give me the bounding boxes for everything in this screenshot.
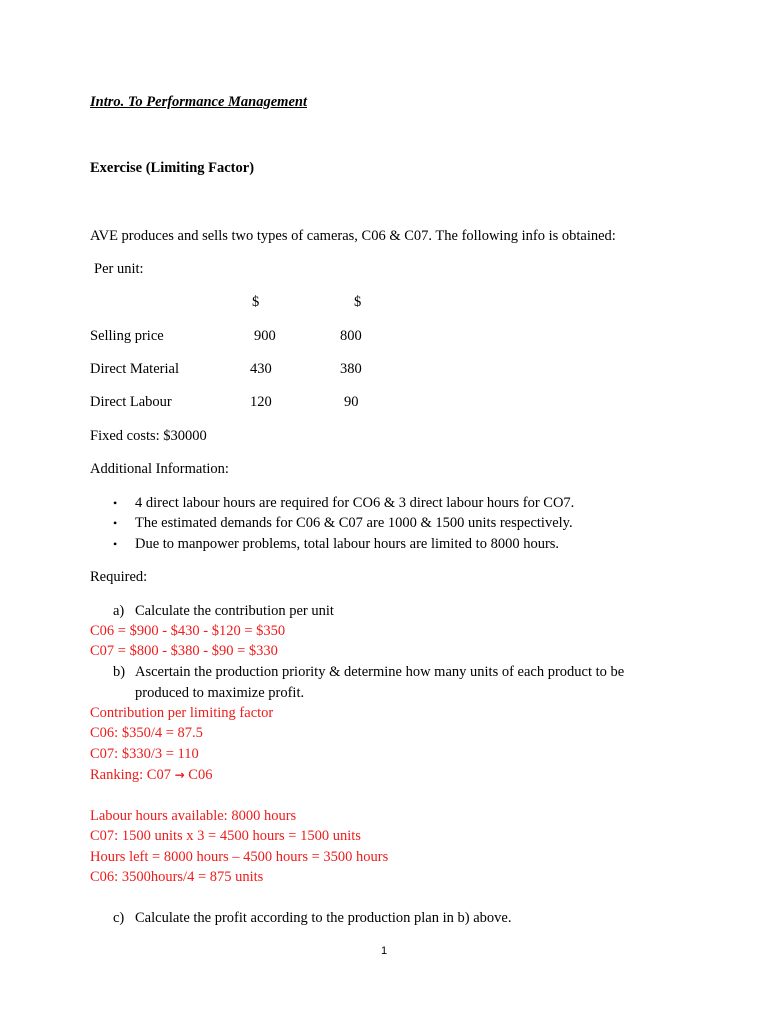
- required-label: Required:: [90, 569, 148, 585]
- table-cell-c06: 900: [254, 328, 276, 344]
- ranking-prefix: Ranking: C07: [90, 767, 171, 783]
- labour-line: Hours left = 8000 hours – 4500 hours = 3500 hours: [90, 849, 389, 865]
- question-a-text: Calculate the contribution per unit: [135, 603, 334, 619]
- question-b-text-continued: produced to maximize profit.: [135, 685, 305, 701]
- bullet-text: The estimated demands for C06 & C07 are 1000 & 1500 units respectively.: [135, 515, 573, 531]
- table-row-label: Selling price: [90, 328, 164, 344]
- page-number: 1: [381, 945, 388, 957]
- labour-line: Labour hours available: 8000 hours: [90, 808, 297, 824]
- ranking-suffix: C06: [188, 767, 213, 783]
- bullet-text: 4 direct labour hours are required for CO6 & 3 direct labour hours for CO7.: [135, 495, 575, 511]
- question-c-marker: c): [113, 910, 125, 926]
- bullet-icon: •: [113, 496, 118, 510]
- answer-b-line: C06: $350/4 = 87.5: [90, 725, 203, 741]
- labour-line: C06: 3500hours/4 = 875 units: [90, 869, 264, 885]
- table-row-label: Direct Material: [90, 361, 179, 377]
- bullet-icon: •: [113, 516, 118, 530]
- currency-header-c06: $: [252, 294, 260, 310]
- table-cell-c06: 120: [250, 394, 272, 410]
- course-title: Intro. To Performance Management: [90, 94, 307, 110]
- question-b-text: Ascertain the production priority & determine how many units of each product to be: [135, 664, 625, 680]
- fixed-costs: Fixed costs: $30000: [90, 428, 207, 444]
- currency-header-c07: $: [354, 294, 362, 310]
- bullet-icon: •: [113, 537, 118, 551]
- table-cell-c07: 380: [340, 361, 362, 377]
- table-row-label: Direct Labour: [90, 394, 172, 410]
- answer-b-heading: Contribution per limiting factor: [90, 705, 274, 721]
- labour-line: C07: 1500 units x 3 = 4500 hours = 1500 units: [90, 828, 361, 844]
- table-cell-c07: 800: [340, 328, 362, 344]
- intro-paragraph: AVE produces and sells two types of cameras, C06 & C07. The following info is obtained:: [90, 228, 616, 244]
- bullet-text: Due to manpower problems, total labour hours are limited to 8000 hours.: [135, 536, 560, 552]
- answer-b-line: C07: $330/3 = 110: [90, 746, 199, 762]
- additional-info-label: Additional Information:: [90, 461, 229, 477]
- question-a-marker: a): [113, 603, 125, 619]
- per-unit-label: Per unit:: [94, 261, 144, 277]
- exercise-title: Exercise (Limiting Factor): [90, 160, 255, 176]
- question-c-text: Calculate the profit according to the production plan in b) above.: [135, 910, 512, 926]
- table-cell-c06: 430: [250, 361, 272, 377]
- answer-a-line: C06 = $900 - $430 - $120 = $350: [90, 623, 286, 639]
- arrow-right-icon: →: [174, 768, 185, 782]
- table-cell-c07: 90: [344, 394, 359, 410]
- ranking-line: [90, 768, 212, 783]
- question-b-marker: b): [113, 664, 126, 680]
- answer-a-line: C07 = $800 - $380 - $90 = $330: [90, 643, 278, 659]
